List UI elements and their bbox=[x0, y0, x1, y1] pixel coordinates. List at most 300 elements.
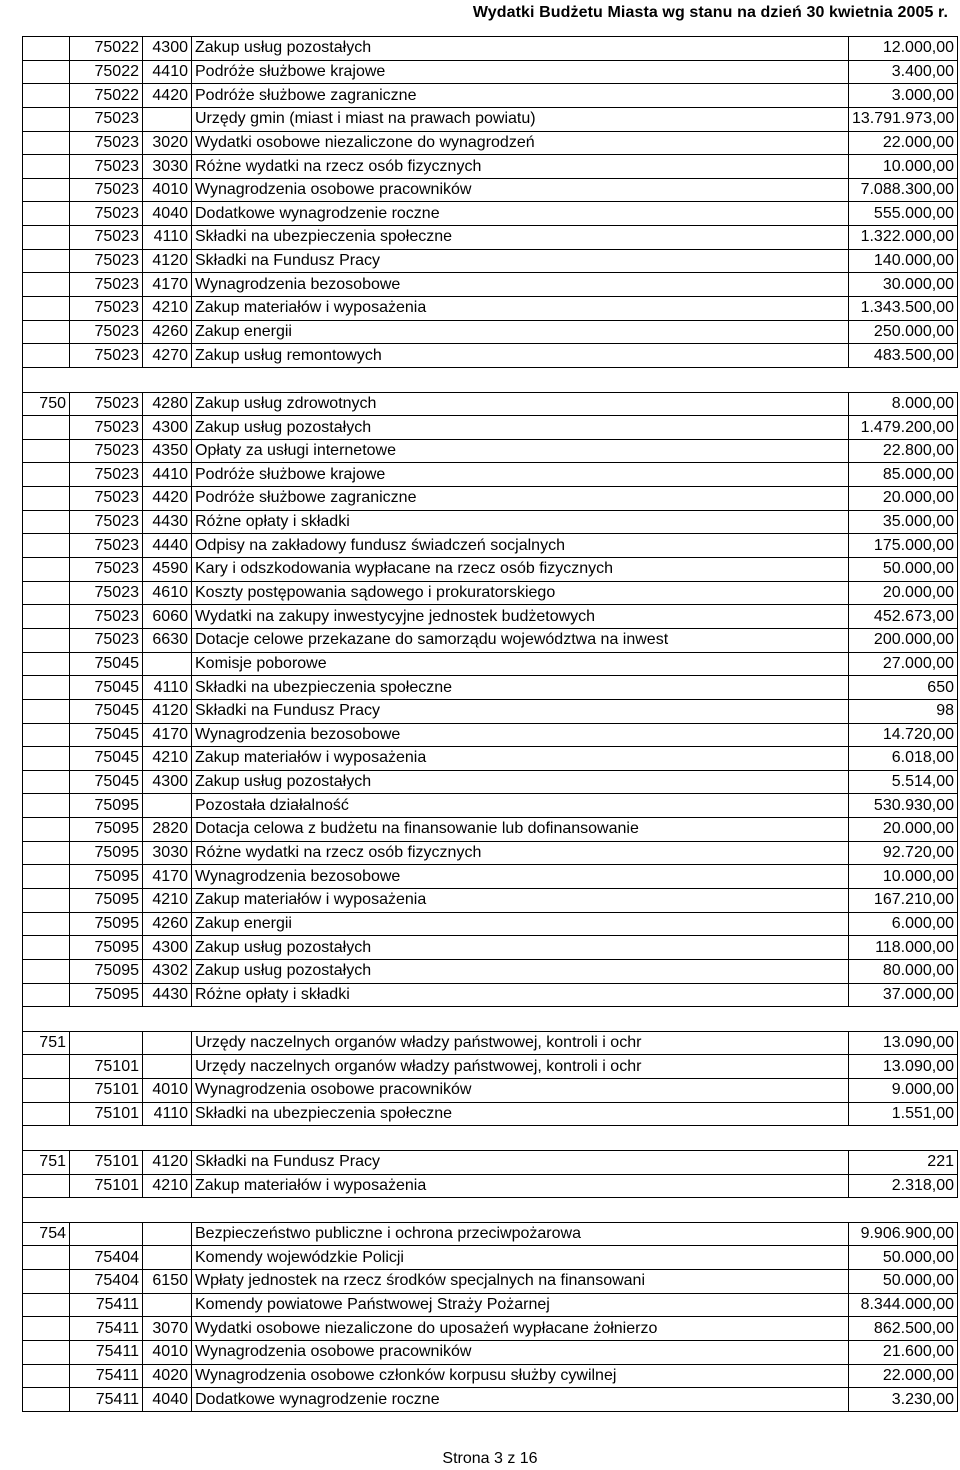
dzial-cell bbox=[23, 1079, 70, 1103]
nazwa-cell: Dotacja celowa z budżetu na finansowanie lub dofinansowanie bbox=[192, 818, 849, 842]
nazwa-cell: Zakup energii bbox=[192, 320, 849, 344]
table-row bbox=[23, 1270, 958, 1294]
table-spacer-row bbox=[23, 1126, 958, 1151]
kwota-cell: 6.000,00 bbox=[849, 912, 958, 936]
kwota-cell: 530.930,00 bbox=[849, 794, 958, 818]
nazwa-cell: Zakup usług pozostałych bbox=[192, 959, 849, 983]
table-row bbox=[23, 959, 958, 983]
paragraf-cell: 4120 bbox=[143, 249, 192, 273]
table-row bbox=[23, 818, 958, 842]
kwota-cell: 35.000,00 bbox=[849, 510, 958, 534]
dzial-cell bbox=[23, 1364, 70, 1388]
dzial-cell bbox=[23, 912, 70, 936]
paragraf-cell: 4260 bbox=[143, 912, 192, 936]
nazwa-cell: Dodatkowe wynagrodzenie roczne bbox=[192, 202, 849, 226]
dzial-cell bbox=[23, 273, 70, 297]
nazwa-cell: Zakup energii bbox=[192, 912, 849, 936]
rozdzial-cell: 75045 bbox=[70, 747, 143, 771]
kwota-cell: 9.906.900,00 bbox=[849, 1222, 958, 1246]
dzial-cell bbox=[23, 1102, 70, 1126]
table-row bbox=[23, 747, 958, 771]
kwota-cell: 85.000,00 bbox=[849, 463, 958, 487]
nazwa-cell bbox=[192, 1007, 849, 1032]
paragraf-cell: 6060 bbox=[143, 605, 192, 629]
kwota-cell: 50.000,00 bbox=[849, 1270, 958, 1294]
nazwa-cell: Wpłaty jednostek na rzecz środków specjalnych na finansowani bbox=[192, 1270, 849, 1294]
table-row bbox=[23, 202, 958, 226]
paragraf-cell bbox=[143, 1293, 192, 1317]
nazwa-cell: Urzędy gmin (miast i miast na prawach powiatu) bbox=[192, 107, 849, 131]
dzial-cell bbox=[23, 1317, 70, 1341]
paragraf-cell: 4420 bbox=[143, 487, 192, 511]
paragraf-cell: 4300 bbox=[143, 37, 192, 61]
table-row bbox=[23, 273, 958, 297]
rozdzial-cell bbox=[70, 1222, 143, 1246]
rozdzial-cell: 75411 bbox=[70, 1341, 143, 1365]
dzial-cell bbox=[23, 155, 70, 179]
rozdzial-cell: 75404 bbox=[70, 1270, 143, 1294]
kwota-cell: 22.000,00 bbox=[849, 1364, 958, 1388]
nazwa-cell: Podróże służbowe krajowe bbox=[192, 60, 849, 84]
table-row bbox=[23, 1388, 958, 1412]
table-spacer-row bbox=[23, 1007, 958, 1032]
page-title: Wydatki Budżetu Miasta wg stanu na dzień 30 kwietnia 2005 r. bbox=[472, 4, 948, 21]
paragraf-cell: 4610 bbox=[143, 581, 192, 605]
nazwa-cell: Opłaty za usługi internetowe bbox=[192, 439, 849, 463]
nazwa-cell: Kary i odszkodowania wypłacane na rzecz osób fizycznych bbox=[192, 558, 849, 582]
kwota-cell: 12.000,00 bbox=[849, 37, 958, 61]
rozdzial-cell: 75411 bbox=[70, 1388, 143, 1412]
nazwa-cell: Komisje poborowe bbox=[192, 652, 849, 676]
nazwa-cell: Różne opłaty i składki bbox=[192, 983, 849, 1007]
kwota-cell: 6.018,00 bbox=[849, 747, 958, 771]
dzial-cell bbox=[23, 652, 70, 676]
rozdzial-cell: 75095 bbox=[70, 936, 143, 960]
rozdzial-cell: 75095 bbox=[70, 841, 143, 865]
dzial-cell bbox=[23, 794, 70, 818]
rozdzial-cell bbox=[70, 367, 143, 392]
nazwa-cell: Wynagrodzenia bezosobowe bbox=[192, 273, 849, 297]
dzial-cell bbox=[23, 1126, 70, 1151]
nazwa-cell: Zakup usług pozostałych bbox=[192, 936, 849, 960]
rozdzial-cell: 75101 bbox=[70, 1150, 143, 1174]
rozdzial-cell bbox=[70, 1031, 143, 1055]
nazwa-cell: Zakup usług pozostałych bbox=[192, 416, 849, 440]
table-spacer-row bbox=[23, 367, 958, 392]
rozdzial-cell: 75101 bbox=[70, 1174, 143, 1198]
kwota-cell: 3.400,00 bbox=[849, 60, 958, 84]
kwota-cell: 1.322.000,00 bbox=[849, 226, 958, 250]
dzial-cell bbox=[23, 818, 70, 842]
kwota-cell: 175.000,00 bbox=[849, 534, 958, 558]
dzial-cell bbox=[23, 510, 70, 534]
paragraf-cell bbox=[143, 1126, 192, 1151]
rozdzial-cell bbox=[70, 1126, 143, 1151]
paragraf-cell: 4210 bbox=[143, 889, 192, 913]
table-row bbox=[23, 699, 958, 723]
dzial-cell bbox=[23, 983, 70, 1007]
rozdzial-cell: 75095 bbox=[70, 794, 143, 818]
rozdzial-cell: 75101 bbox=[70, 1055, 143, 1079]
rozdzial-cell: 75023 bbox=[70, 439, 143, 463]
table-row bbox=[23, 344, 958, 368]
dzial-cell bbox=[23, 770, 70, 794]
table-row bbox=[23, 1246, 958, 1270]
paragraf-cell: 4440 bbox=[143, 534, 192, 558]
kwota-cell: 9.000,00 bbox=[849, 1079, 958, 1103]
nazwa-cell: Różne wydatki na rzecz osób fizycznych bbox=[192, 841, 849, 865]
table-row bbox=[23, 1102, 958, 1126]
rozdzial-cell: 75023 bbox=[70, 510, 143, 534]
nazwa-cell: Urzędy naczelnych organów władzy państwowej, kontroli i ochr bbox=[192, 1031, 849, 1055]
paragraf-cell bbox=[143, 1007, 192, 1032]
kwota-cell: 30.000,00 bbox=[849, 273, 958, 297]
paragraf-cell: 6150 bbox=[143, 1270, 192, 1294]
nazwa-cell: Podróże służbowe krajowe bbox=[192, 463, 849, 487]
table-row bbox=[23, 1341, 958, 1365]
nazwa-cell: Różne wydatki na rzecz osób fizycznych bbox=[192, 155, 849, 179]
paragraf-cell: 4110 bbox=[143, 1102, 192, 1126]
paragraf-cell: 3070 bbox=[143, 1317, 192, 1341]
paragraf-cell bbox=[143, 794, 192, 818]
dzial-cell: 754 bbox=[23, 1222, 70, 1246]
dzial-cell bbox=[23, 959, 70, 983]
table-row bbox=[23, 249, 958, 273]
table-spacer-row bbox=[23, 1198, 958, 1223]
paragraf-cell: 4120 bbox=[143, 1150, 192, 1174]
table-row bbox=[23, 131, 958, 155]
table-row bbox=[23, 605, 958, 629]
nazwa-cell: Składki na ubezpieczenia społeczne bbox=[192, 1102, 849, 1126]
kwota-cell: 8.344.000,00 bbox=[849, 1293, 958, 1317]
paragraf-cell: 4300 bbox=[143, 416, 192, 440]
paragraf-cell: 4110 bbox=[143, 226, 192, 250]
kwota-cell: 5.514,00 bbox=[849, 770, 958, 794]
table-row bbox=[23, 865, 958, 889]
paragraf-cell: 4420 bbox=[143, 84, 192, 108]
nazwa-cell: Składki na ubezpieczenia społeczne bbox=[192, 226, 849, 250]
paragraf-cell: 4300 bbox=[143, 936, 192, 960]
kwota-cell: 13.090,00 bbox=[849, 1055, 958, 1079]
dzial-cell bbox=[23, 202, 70, 226]
dzial-cell: 751 bbox=[23, 1031, 70, 1055]
table-row bbox=[23, 439, 958, 463]
kwota-cell: 483.500,00 bbox=[849, 344, 958, 368]
paragraf-cell: 4350 bbox=[143, 439, 192, 463]
dzial-cell bbox=[23, 84, 70, 108]
table-row bbox=[23, 676, 958, 700]
nazwa-cell: Dotacje celowe przekazane do samorządu województwa na inwest bbox=[192, 628, 849, 652]
paragraf-cell: 4170 bbox=[143, 273, 192, 297]
kwota-cell: 200.000,00 bbox=[849, 628, 958, 652]
paragraf-cell bbox=[143, 1222, 192, 1246]
nazwa-cell: Składki na Fundusz Pracy bbox=[192, 699, 849, 723]
rozdzial-cell: 75045 bbox=[70, 723, 143, 747]
kwota-cell bbox=[849, 367, 958, 392]
nazwa-cell: Urzędy naczelnych organów władzy państwowej, kontroli i ochr bbox=[192, 1055, 849, 1079]
kwota-cell: 452.673,00 bbox=[849, 605, 958, 629]
kwota-cell: 14.720,00 bbox=[849, 723, 958, 747]
table-row bbox=[23, 226, 958, 250]
nazwa-cell: Wydatki na zakupy inwestycyjne jednostek budżetowych bbox=[192, 605, 849, 629]
dzial-cell bbox=[23, 487, 70, 511]
paragraf-cell: 4010 bbox=[143, 1079, 192, 1103]
kwota-cell: 50.000,00 bbox=[849, 558, 958, 582]
table-row bbox=[23, 558, 958, 582]
rozdzial-cell: 75101 bbox=[70, 1079, 143, 1103]
rozdzial-cell: 75023 bbox=[70, 605, 143, 629]
kwota-cell: 167.210,00 bbox=[849, 889, 958, 913]
rozdzial-cell: 75023 bbox=[70, 392, 143, 416]
nazwa-cell: Komendy wojewódzkie Policji bbox=[192, 1246, 849, 1270]
paragraf-cell: 4590 bbox=[143, 558, 192, 582]
paragraf-cell: 4020 bbox=[143, 1364, 192, 1388]
table-row bbox=[23, 1031, 958, 1055]
paragraf-cell: 3030 bbox=[143, 155, 192, 179]
nazwa-cell: Wynagrodzenia osobowe członków korpusu służby cywilnej bbox=[192, 1364, 849, 1388]
table-row bbox=[23, 794, 958, 818]
nazwa-cell: Zakup usług pozostałych bbox=[192, 37, 849, 61]
paragraf-cell bbox=[143, 107, 192, 131]
dzial-cell bbox=[23, 1007, 70, 1032]
nazwa-cell: Zakup materiałów i wyposażenia bbox=[192, 297, 849, 321]
kwota-cell: 1.479.200,00 bbox=[849, 416, 958, 440]
kwota-cell: 22.800,00 bbox=[849, 439, 958, 463]
table-row bbox=[23, 1317, 958, 1341]
paragraf-cell bbox=[143, 1246, 192, 1270]
paragraf-cell: 4110 bbox=[143, 676, 192, 700]
table-row bbox=[23, 463, 958, 487]
nazwa-cell: Komendy powiatowe Państwowej Straży Pożarnej bbox=[192, 1293, 849, 1317]
rozdzial-cell: 75095 bbox=[70, 912, 143, 936]
kwota-cell: 20.000,00 bbox=[849, 581, 958, 605]
budget-table bbox=[22, 36, 958, 1412]
dzial-cell bbox=[23, 37, 70, 61]
dzial-cell bbox=[23, 676, 70, 700]
kwota-cell: 37.000,00 bbox=[849, 983, 958, 1007]
table-row bbox=[23, 841, 958, 865]
kwota-cell: 13.791.973,00 bbox=[849, 107, 958, 131]
kwota-cell: 21.600,00 bbox=[849, 1341, 958, 1365]
nazwa-cell: Zakup usług zdrowotnych bbox=[192, 392, 849, 416]
kwota-cell: 8.000,00 bbox=[849, 392, 958, 416]
table-row bbox=[23, 1364, 958, 1388]
paragraf-cell: 3030 bbox=[143, 841, 192, 865]
rozdzial-cell: 75411 bbox=[70, 1364, 143, 1388]
rozdzial-cell: 75045 bbox=[70, 652, 143, 676]
rozdzial-cell: 75095 bbox=[70, 983, 143, 1007]
nazwa-cell: Podróże służbowe zagraniczne bbox=[192, 487, 849, 511]
table-row bbox=[23, 107, 958, 131]
kwota-cell: 20.000,00 bbox=[849, 818, 958, 842]
rozdzial-cell: 75023 bbox=[70, 273, 143, 297]
dzial-cell bbox=[23, 1388, 70, 1412]
rozdzial-cell: 75023 bbox=[70, 344, 143, 368]
rozdzial-cell bbox=[70, 1198, 143, 1223]
nazwa-cell: Zakup usług remontowych bbox=[192, 344, 849, 368]
rozdzial-cell: 75095 bbox=[70, 818, 143, 842]
paragraf-cell: 4410 bbox=[143, 463, 192, 487]
dzial-cell bbox=[23, 723, 70, 747]
table-row bbox=[23, 983, 958, 1007]
dzial-cell bbox=[23, 320, 70, 344]
paragraf-cell: 4210 bbox=[143, 1174, 192, 1198]
table-row bbox=[23, 534, 958, 558]
dzial-cell bbox=[23, 605, 70, 629]
dzial-cell: 751 bbox=[23, 1150, 70, 1174]
dzial-cell bbox=[23, 1341, 70, 1365]
nazwa-cell: Wydatki osobowe niezaliczone do wynagrodzeń bbox=[192, 131, 849, 155]
dzial-cell bbox=[23, 1198, 70, 1223]
nazwa-cell: Zakup materiałów i wyposażenia bbox=[192, 747, 849, 771]
dzial-cell bbox=[23, 1270, 70, 1294]
nazwa-cell: Wynagrodzenia osobowe pracowników bbox=[192, 1079, 849, 1103]
paragraf-cell: 4170 bbox=[143, 865, 192, 889]
rozdzial-cell: 75095 bbox=[70, 865, 143, 889]
rozdzial-cell: 75411 bbox=[70, 1293, 143, 1317]
rozdzial-cell: 75101 bbox=[70, 1102, 143, 1126]
kwota-cell: 10.000,00 bbox=[849, 865, 958, 889]
table-row bbox=[23, 1055, 958, 1079]
rozdzial-cell: 75411 bbox=[70, 1317, 143, 1341]
dzial-cell bbox=[23, 60, 70, 84]
rozdzial-cell: 75045 bbox=[70, 676, 143, 700]
dzial-cell bbox=[23, 841, 70, 865]
nazwa-cell: Wynagrodzenia bezosobowe bbox=[192, 723, 849, 747]
table-row bbox=[23, 297, 958, 321]
kwota-cell: 555.000,00 bbox=[849, 202, 958, 226]
kwota-cell: 20.000,00 bbox=[849, 487, 958, 511]
table-row bbox=[23, 652, 958, 676]
kwota-cell: 22.000,00 bbox=[849, 131, 958, 155]
kwota-cell: 118.000,00 bbox=[849, 936, 958, 960]
paragraf-cell: 2820 bbox=[143, 818, 192, 842]
kwota-cell: 92.720,00 bbox=[849, 841, 958, 865]
kwota-cell: 80.000,00 bbox=[849, 959, 958, 983]
rozdzial-cell: 75023 bbox=[70, 628, 143, 652]
paragraf-cell: 4300 bbox=[143, 770, 192, 794]
nazwa-cell bbox=[192, 367, 849, 392]
kwota-cell bbox=[849, 1126, 958, 1151]
nazwa-cell: Składki na Fundusz Pracy bbox=[192, 1150, 849, 1174]
table-row bbox=[23, 60, 958, 84]
nazwa-cell: Wynagrodzenia bezosobowe bbox=[192, 865, 849, 889]
nazwa-cell bbox=[192, 1126, 849, 1151]
paragraf-cell bbox=[143, 652, 192, 676]
table-row bbox=[23, 155, 958, 179]
rozdzial-cell: 75023 bbox=[70, 534, 143, 558]
paragraf-cell: 6630 bbox=[143, 628, 192, 652]
nazwa-cell bbox=[192, 1198, 849, 1223]
table-row bbox=[23, 392, 958, 416]
rozdzial-cell: 75022 bbox=[70, 37, 143, 61]
nazwa-cell: Składki na Fundusz Pracy bbox=[192, 249, 849, 273]
table-row bbox=[23, 1150, 958, 1174]
table-row bbox=[23, 936, 958, 960]
dzial-cell bbox=[23, 226, 70, 250]
rozdzial-cell: 75023 bbox=[70, 558, 143, 582]
dzial-cell bbox=[23, 558, 70, 582]
table-row bbox=[23, 510, 958, 534]
table-row bbox=[23, 487, 958, 511]
nazwa-cell: Zakup usług pozostałych bbox=[192, 770, 849, 794]
nazwa-cell: Bezpieczeństwo publiczne i ochrona przeciwpożarowa bbox=[192, 1222, 849, 1246]
nazwa-cell: Dodatkowe wynagrodzenie roczne bbox=[192, 1388, 849, 1412]
kwota-cell: 1.343.500,00 bbox=[849, 297, 958, 321]
table-row bbox=[23, 320, 958, 344]
nazwa-cell: Odpisy na zakładowy fundusz świadczeń socjalnych bbox=[192, 534, 849, 558]
rozdzial-cell: 75023 bbox=[70, 226, 143, 250]
paragraf-cell: 4280 bbox=[143, 392, 192, 416]
nazwa-cell: Podróże służbowe zagraniczne bbox=[192, 84, 849, 108]
rozdzial-cell: 75045 bbox=[70, 770, 143, 794]
dzial-cell bbox=[23, 249, 70, 273]
paragraf-cell bbox=[143, 1198, 192, 1223]
kwota-cell: 862.500,00 bbox=[849, 1317, 958, 1341]
dzial-cell bbox=[23, 628, 70, 652]
rozdzial-cell: 75095 bbox=[70, 959, 143, 983]
kwota-cell: 13.090,00 bbox=[849, 1031, 958, 1055]
table-row bbox=[23, 628, 958, 652]
table-row bbox=[23, 723, 958, 747]
kwota-cell: 3.000,00 bbox=[849, 84, 958, 108]
paragraf-cell bbox=[143, 1031, 192, 1055]
paragraf-cell: 4010 bbox=[143, 1341, 192, 1365]
kwota-cell: 1.551,00 bbox=[849, 1102, 958, 1126]
table-row bbox=[23, 581, 958, 605]
rozdzial-cell: 75023 bbox=[70, 416, 143, 440]
rozdzial-cell bbox=[70, 1007, 143, 1032]
nazwa-cell: Pozostała działalność bbox=[192, 794, 849, 818]
kwota-cell: 140.000,00 bbox=[849, 249, 958, 273]
kwota-cell: 3.230,00 bbox=[849, 1388, 958, 1412]
dzial-cell bbox=[23, 699, 70, 723]
paragraf-cell: 4210 bbox=[143, 747, 192, 771]
dzial-cell: 750 bbox=[23, 392, 70, 416]
kwota-cell: 50.000,00 bbox=[849, 1246, 958, 1270]
paragraf-cell: 4410 bbox=[143, 60, 192, 84]
rozdzial-cell: 75095 bbox=[70, 889, 143, 913]
rozdzial-cell: 75023 bbox=[70, 297, 143, 321]
rozdzial-cell: 75023 bbox=[70, 107, 143, 131]
kwota-cell: 7.088.300,00 bbox=[849, 178, 958, 202]
table-row bbox=[23, 37, 958, 61]
dzial-cell bbox=[23, 889, 70, 913]
dzial-cell bbox=[23, 463, 70, 487]
paragraf-cell: 4010 bbox=[143, 178, 192, 202]
rozdzial-cell: 75023 bbox=[70, 320, 143, 344]
rozdzial-cell: 75045 bbox=[70, 699, 143, 723]
dzial-cell bbox=[23, 534, 70, 558]
dzial-cell bbox=[23, 1055, 70, 1079]
paragraf-cell: 4040 bbox=[143, 202, 192, 226]
dzial-cell bbox=[23, 131, 70, 155]
paragraf-cell: 4170 bbox=[143, 723, 192, 747]
table-row bbox=[23, 889, 958, 913]
page-number: Strona 3 z 16 bbox=[442, 1450, 538, 1467]
nazwa-cell: Zakup materiałów i wyposażenia bbox=[192, 889, 849, 913]
rozdzial-cell: 75023 bbox=[70, 178, 143, 202]
dzial-cell bbox=[23, 367, 70, 392]
rozdzial-cell: 75023 bbox=[70, 202, 143, 226]
rozdzial-cell: 75023 bbox=[70, 463, 143, 487]
table-row bbox=[23, 84, 958, 108]
paragraf-cell: 4430 bbox=[143, 510, 192, 534]
nazwa-cell: Koszty postępowania sądowego i prokuratorskiego bbox=[192, 581, 849, 605]
rozdzial-cell: 75022 bbox=[70, 84, 143, 108]
paragraf-cell bbox=[143, 1055, 192, 1079]
paragraf-cell bbox=[143, 367, 192, 392]
